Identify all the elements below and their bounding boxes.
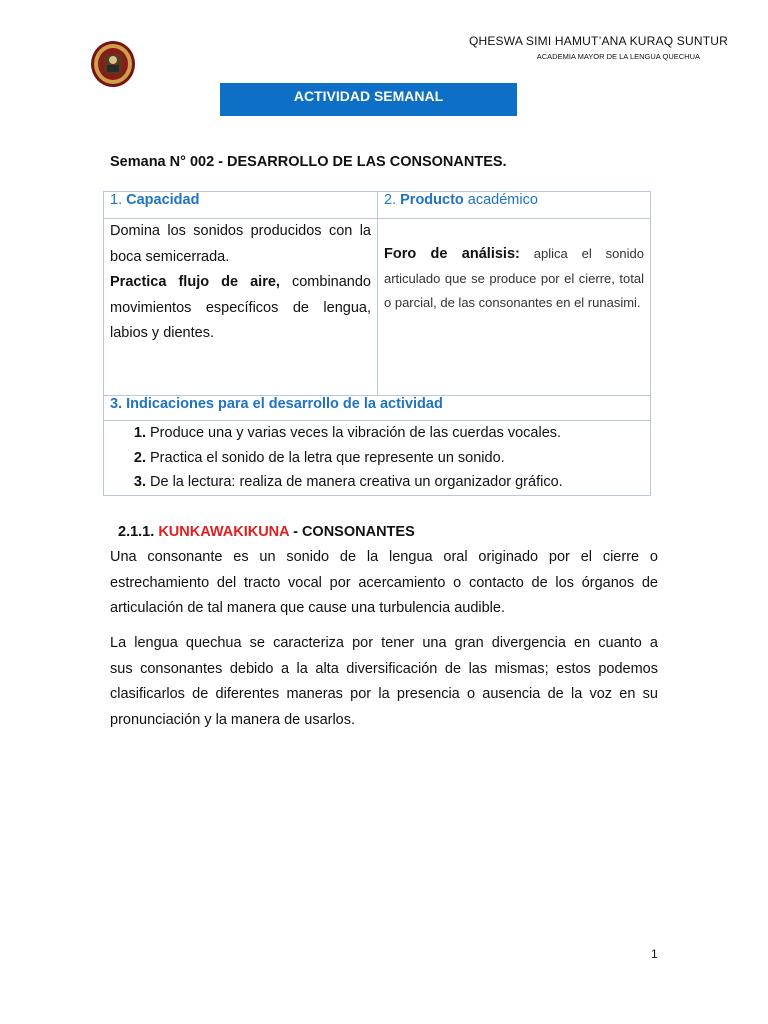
section-number: 2.1.1. xyxy=(118,524,159,540)
week-heading: Semana N° 002 - DESARROLLO DE LAS CONSONANTES. xyxy=(110,154,507,170)
academy-seal-icon xyxy=(90,40,136,88)
section-heading xyxy=(118,524,415,540)
activity-table xyxy=(103,191,651,496)
page-number: 1 xyxy=(651,947,658,961)
product-header xyxy=(378,192,651,219)
indications-title: 3. Indicaciones para el desarrollo de la actividad xyxy=(104,396,651,421)
paragraph-line: estrechamiento del tracto vocal por acercamiento o contacto de los órganos de xyxy=(110,574,658,591)
institution-title: QHESWA SIMI HAMUT’ANA KURAQ SUNTUR xyxy=(468,34,728,48)
section-rest: - CONSONANTES xyxy=(289,524,415,540)
indication-item: 3. De la lectura: realiza de manera creativa un organizador gráfico. xyxy=(150,470,644,495)
indications-cell xyxy=(104,421,651,496)
product-text: aplica el sonido articulado que se produce por el cierre, total o parcial, de las consonantes en el runasimi. xyxy=(384,246,644,310)
paragraph-line: La lengua quechua se caracteriza por tener una gran divergencia en cuanto a xyxy=(110,635,658,651)
product-title-rest: académico xyxy=(463,192,538,208)
paragraph-line: pronunciación y la manera de usarlos. xyxy=(110,711,356,728)
activity-banner: ACTIVIDAD SEMANAL xyxy=(220,83,517,116)
indications-list xyxy=(110,421,644,495)
paragraph-2 xyxy=(110,631,658,733)
capacity-text-2: combinando movimientos específicos de lengua, labios y dientes. xyxy=(110,274,371,341)
capacity-text-1: Domina los sonidos producidos con la boca semicerrada. xyxy=(110,223,371,265)
capacity-cell xyxy=(104,219,378,396)
product-number: 2. xyxy=(384,192,401,208)
capacity-title: Capacidad xyxy=(126,192,200,208)
paragraph-line: sus consonantes debido a la alta diversificación de las mismas; estos podemos xyxy=(110,660,658,677)
institution-subtitle: ACADEMIA MAYOR DE LA LENGUA QUECHUA xyxy=(536,52,700,61)
indication-item: 1. Produce una y varias veces la vibración de las cuerdas vocales. xyxy=(150,421,644,446)
paragraph-line: Una consonante es un sonido de la lengua oral originado por el cierre o xyxy=(110,549,658,565)
capacity-header xyxy=(104,192,378,219)
product-title-bold: Producto xyxy=(400,192,464,208)
section-term: KUNKAWAKIKUNA xyxy=(158,524,290,540)
paragraph-line: clasificarlos de diferentes maneras por la presencia o ausencia de la voz en su xyxy=(110,686,658,702)
product-cell xyxy=(378,219,651,396)
indication-item: 2. Practica el sonido de la letra que represente un sonido. xyxy=(150,446,644,471)
paragraph-line: articulación de tal manera que cause una turbulencia audible. xyxy=(110,600,505,616)
capacity-bold: Practica flujo de aire, xyxy=(110,274,280,290)
capacity-number: 1. xyxy=(110,192,127,208)
paragraph-1 xyxy=(110,545,658,622)
product-lead: Foro de análisis: xyxy=(384,246,520,262)
